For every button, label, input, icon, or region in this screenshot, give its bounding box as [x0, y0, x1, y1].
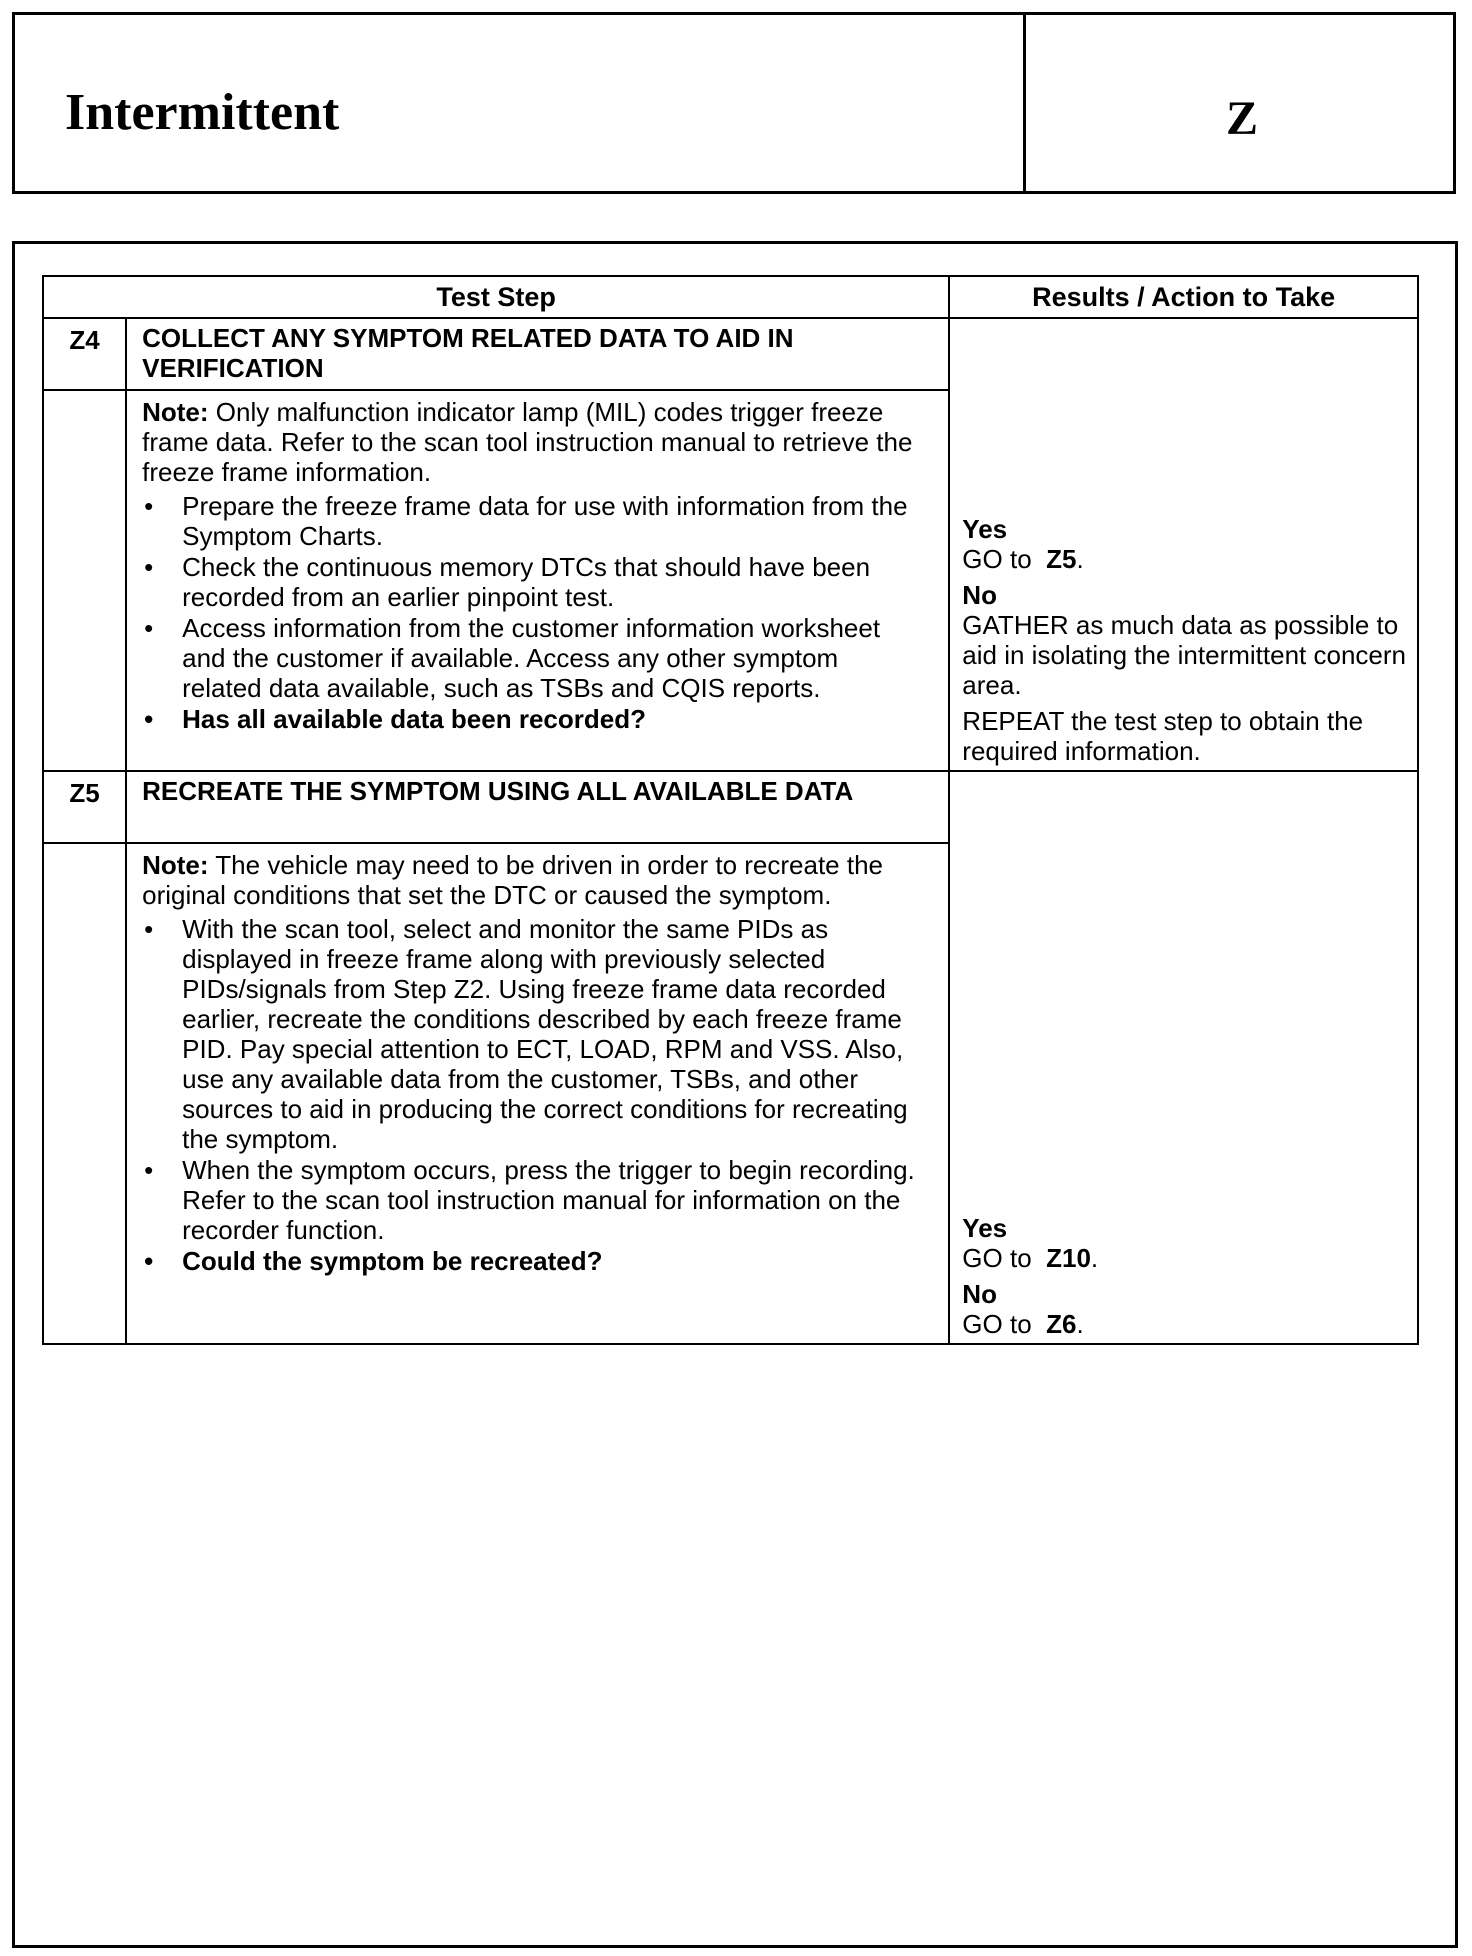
step-question: • Has all available data been recorded? — [144, 704, 646, 734]
section-code: Z — [1226, 92, 1259, 145]
step-title: COLLECT ANY SYMPTOM RELATED DATA TO AID IN VERIFICATION — [126, 318, 949, 390]
yes-label: Yes — [962, 1213, 1008, 1243]
column-header-results: Results / Action to Take — [949, 276, 1418, 318]
step-title: RECREATE THE SYMPTOM USING ALL AVAILABLE DATA — [126, 771, 949, 843]
step-body — [126, 390, 949, 771]
step-id-spacer — [43, 390, 126, 771]
column-header-test-step: Test Step — [43, 276, 949, 318]
step-question: • Could the symptom be recreated? — [144, 1246, 603, 1276]
step-result-cell — [949, 771, 1418, 1344]
bullet-item: • With the scan tool, select and monitor the same PIDs as displayed in freeze frame along with previously selected PIDs/signals from Step Z2. Using freeze frame data recorded earlier, recreate the conditions described by each freeze frame PID. Pay special attention to ECT, LOAD, RPM and VSS. Also, use any available data from the customer, TSBs, and other sources to aid in producing the correct conditions for recreating the symptom. — [144, 914, 908, 1154]
yes-target: Z10 — [1046, 1243, 1091, 1273]
header-divider — [1023, 15, 1026, 191]
step-title-row — [43, 318, 1418, 390]
bullet-item: • Access information from the customer information worksheet and the customer if available. Access any other symptom related data available, such as TSBs and CQIS reports. — [144, 613, 881, 703]
yes-action: GO to Z10. — [962, 1243, 1099, 1273]
no-label: No — [962, 1279, 997, 1309]
step-result-cell — [949, 318, 1418, 771]
no-action-text-2: REPEAT the test step to obtain the required information. — [962, 706, 1364, 766]
no-target: Z6 — [1046, 1309, 1077, 1339]
step-title-row — [43, 771, 1418, 843]
step-id: Z4 — [43, 318, 126, 390]
bullet-item: • When the symptom occurs, press the trigger to begin recording. Refer to the scan tool instruction manual for information on the recorder function. — [144, 1155, 915, 1245]
step-bullet-list — [142, 491, 918, 734]
table-header-row — [43, 276, 1418, 318]
bullet-item: • Check the continuous memory DTCs that should have been recorded from an earlier pinpoint test. — [144, 552, 871, 612]
no-label: No — [962, 580, 997, 610]
step-bullet-list — [142, 914, 918, 1276]
no-action: GO to Z6. — [962, 1309, 1084, 1339]
yes-label: Yes — [962, 514, 1008, 544]
step-note: Note: The vehicle may need to be driven in order to recreate the original conditions that set the DTC or caused the symptom. — [142, 850, 884, 910]
step-body — [126, 843, 949, 1344]
yes-action: GO to Z5. — [962, 544, 1084, 574]
step-id-spacer — [43, 843, 126, 1344]
step-note: Note: Only malfunction indicator lamp (MIL) codes trigger freeze frame data. Refer to the scan tool instruction manual to retrieve the freeze frame information. — [142, 397, 913, 487]
header-box — [12, 12, 1456, 194]
page-title: Intermittent — [65, 84, 340, 141]
no-action-text: GATHER as much data as possible to aid in isolating the intermittent concern area. — [962, 610, 1406, 700]
yes-target: Z5 — [1046, 544, 1077, 574]
step-id: Z5 — [43, 771, 126, 843]
test-step-table — [42, 275, 1419, 1345]
bullet-item: • Prepare the freeze frame data for use with information from the Symptom Charts. — [144, 491, 908, 551]
